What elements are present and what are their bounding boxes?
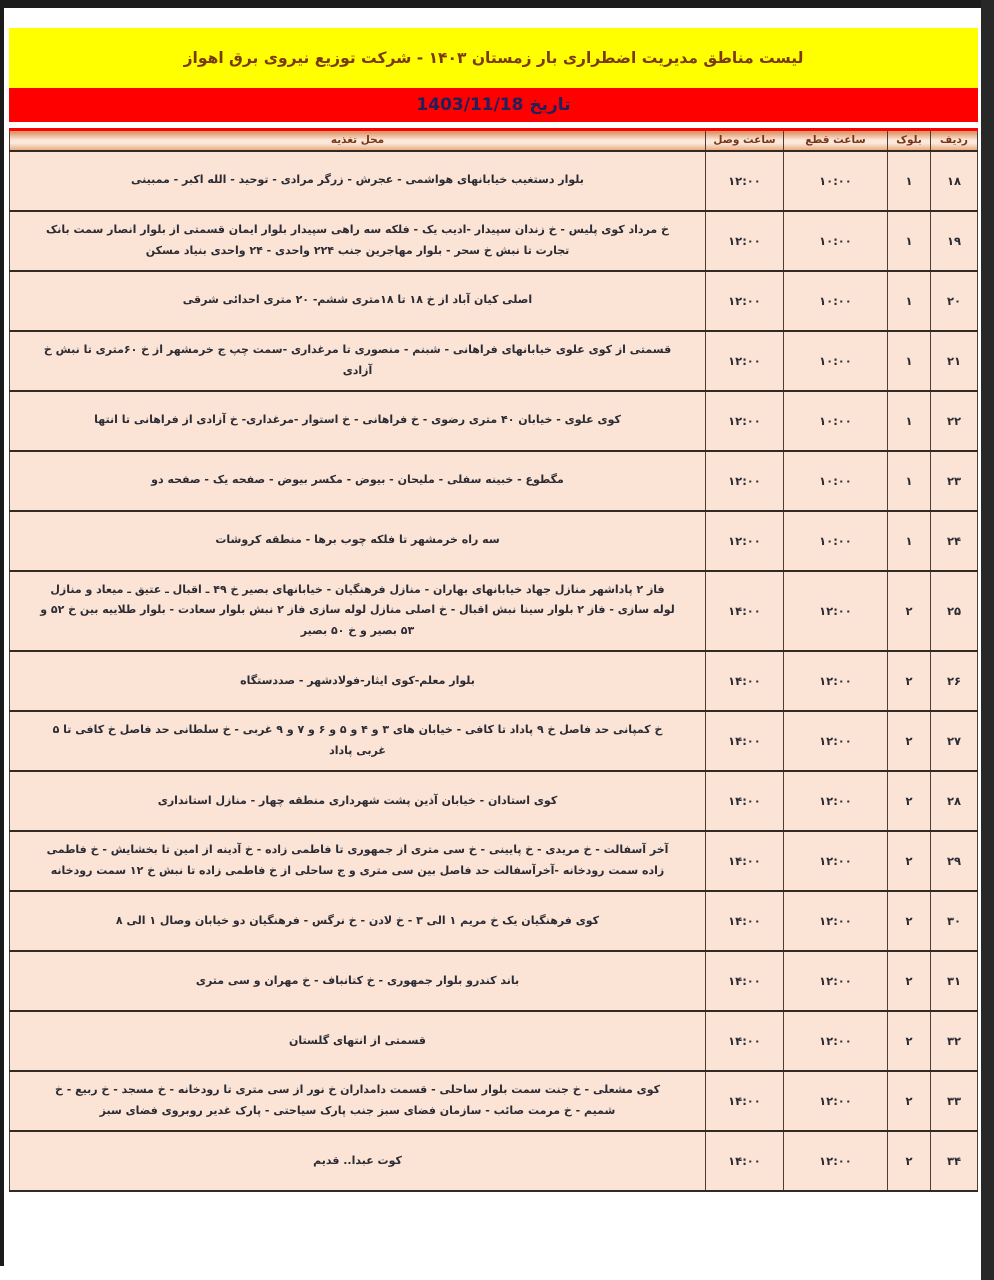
connect-time-cell: ۱۴:۰۰	[706, 1011, 784, 1071]
row-number-cell: ۲۱	[931, 331, 978, 391]
row-number-cell: ۱۹	[931, 211, 978, 271]
cut-time-cell: ۱۰:۰۰	[784, 511, 888, 571]
cut-time-cell: ۱۲:۰۰	[784, 711, 888, 771]
row-number-cell: ۲۴	[931, 511, 978, 571]
row-number-cell: ۳۲	[931, 1011, 978, 1071]
col-header-row-number: ردیف	[931, 130, 978, 151]
cut-time-cell: ۱۰:۰۰	[784, 451, 888, 511]
connect-time-cell: ۱۲:۰۰	[706, 271, 784, 331]
connect-time-cell: ۱۴:۰۰	[706, 951, 784, 1011]
location-cell: قسمتی از کوی علوی خیابانهای فراهانی - شبنم - منصوری تا مرغداری -سمت چپ ج خرمشهر از خ ۶۰متری تا نبش خ آزادی	[10, 331, 706, 391]
connect-time-cell: ۱۲:۰۰	[706, 451, 784, 511]
location-cell: خ کمپانی حد فاصل خ ۹ پاداد تا کافی - خیابان های ۳ و ۴ و ۵ و ۶ و ۷ و ۹ غربی - خ سلطانی حد فاصل خ کافی تا ۵ غربی پاداد	[10, 711, 706, 771]
table-row	[10, 771, 978, 831]
table-row	[10, 211, 978, 271]
connect-time-cell: ۱۴:۰۰	[706, 711, 784, 771]
location-cell: سه راه خرمشهر تا فلکه چوب برها - منطقه کروشات	[10, 511, 706, 571]
connect-time-cell: ۱۲:۰۰	[706, 331, 784, 391]
viewer-top-edge	[0, 0, 994, 8]
connect-time-cell: ۱۴:۰۰	[706, 1071, 784, 1131]
cut-time-cell: ۱۰:۰۰	[784, 211, 888, 271]
outage-schedule-table	[9, 128, 978, 1192]
location-cell: بلوار معلم-کوی ایثار-فولادشهر - صددستگاه	[10, 651, 706, 711]
block-cell: ۱	[888, 211, 931, 271]
location-cell: کوی مشعلی - خ جنت سمت بلوار ساحلی - قسمت دامداران خ نور از سی متری تا رودخانه - خ مسجد - خ ربیع - خ شمیم - خ مرمت صائب - سازمان فضای سبز جنب پارک سیاحتی - پارک غدیر روبروی فضای سبز	[10, 1071, 706, 1131]
table-row	[10, 711, 978, 771]
block-cell: ۱	[888, 511, 931, 571]
location-cell: بلوار دستغیب خیابانهای هواشمی - عجرش - زرگر مرادی - توحید - الله اکبر - ممبینی	[10, 151, 706, 211]
block-cell: ۲	[888, 891, 931, 951]
col-header-connect-time: ساعت وصل	[706, 130, 784, 151]
block-cell: ۲	[888, 1071, 931, 1131]
row-number-cell: ۳۳	[931, 1071, 978, 1131]
row-number-cell: ۳۱	[931, 951, 978, 1011]
viewer-left-edge	[0, 0, 4, 1266]
block-cell: ۲	[888, 711, 931, 771]
cut-time-cell: ۱۲:۰۰	[784, 651, 888, 711]
block-cell: ۱	[888, 331, 931, 391]
row-number-cell: ۳۴	[931, 1131, 978, 1191]
row-number-cell: ۲۸	[931, 771, 978, 831]
block-cell: ۲	[888, 831, 931, 891]
connect-time-cell: ۱۲:۰۰	[706, 151, 784, 211]
cut-time-cell: ۱۲:۰۰	[784, 831, 888, 891]
table-row	[10, 1131, 978, 1191]
table-row	[10, 891, 978, 951]
block-cell: ۲	[888, 771, 931, 831]
connect-time-cell: ۱۴:۰۰	[706, 1131, 784, 1191]
location-cell: کوی علوی - خیابان ۴۰ متری رضوی - خ فراهانی - خ استوار -مرغداری- خ آزادی از فراهانی تا انتها	[10, 391, 706, 451]
table-row	[10, 951, 978, 1011]
col-header-block: بلوک	[888, 130, 931, 151]
title-banner	[9, 28, 978, 88]
location-cell: اصلی کیان آباد از خ ۱۸ تا ۱۸متری ششم- ۲۰ متری احدائی شرقی	[10, 271, 706, 331]
row-number-cell: ۳۰	[931, 891, 978, 951]
cut-time-cell: ۱۰:۰۰	[784, 151, 888, 211]
location-cell: فاز ۲ پاداشهر منازل جهاد خیابانهای بهاران - منازل فرهنگیان - خیابانهای بصیر خ ۴۹ ـ اقبال ـ عتیق ـ میعاد و منازل لوله سازی - فاز ۲ بلوار سینا نبش اقبال - خ اصلی منازل لوله سازی فاز ۲ نبش بلوار سعادت - بلوار طلاییه بین خ ۵۲ و ۵۳ بصیر و خ ۵۰ بصیر	[10, 571, 706, 652]
connect-time-cell: ۱۴:۰۰	[706, 571, 784, 652]
table-row	[10, 1071, 978, 1131]
block-cell: ۱	[888, 271, 931, 331]
location-cell: قسمتی از انتهای گلستان	[10, 1011, 706, 1071]
block-cell: ۲	[888, 1131, 931, 1191]
connect-time-cell: ۱۴:۰۰	[706, 831, 784, 891]
block-cell: ۱	[888, 451, 931, 511]
cut-time-cell: ۱۲:۰۰	[784, 1131, 888, 1191]
row-number-cell: ۲۶	[931, 651, 978, 711]
row-number-cell: ۲۳	[931, 451, 978, 511]
connect-time-cell: ۱۴:۰۰	[706, 771, 784, 831]
block-cell: ۲	[888, 651, 931, 711]
col-header-location: محل تغذیه	[10, 130, 706, 151]
connect-time-cell: ۱۲:۰۰	[706, 391, 784, 451]
row-number-cell: ۲۹	[931, 831, 978, 891]
table-row	[10, 151, 978, 211]
table-row	[10, 331, 978, 391]
cut-time-cell: ۱۰:۰۰	[784, 391, 888, 451]
row-number-cell: ۱۸	[931, 151, 978, 211]
date-banner	[9, 88, 978, 122]
table-row	[10, 451, 978, 511]
block-cell: ۱	[888, 151, 931, 211]
date-label: تاریخ 1403/11/18	[416, 95, 571, 115]
cut-time-cell: ۱۰:۰۰	[784, 331, 888, 391]
row-number-cell: ۲۵	[931, 571, 978, 652]
connect-time-cell: ۱۲:۰۰	[706, 211, 784, 271]
connect-time-cell: ۱۲:۰۰	[706, 511, 784, 571]
table-header-row	[10, 130, 978, 151]
cut-time-cell: ۱۰:۰۰	[784, 271, 888, 331]
block-cell: ۲	[888, 1011, 931, 1071]
row-number-cell: ۲۰	[931, 271, 978, 331]
cut-time-cell: ۱۲:۰۰	[784, 771, 888, 831]
block-cell: ۲	[888, 951, 931, 1011]
table-row	[10, 651, 978, 711]
location-cell: کوی استادان - خیابان آذین پشت شهرداری منطقه چهار - منازل استانداری	[10, 771, 706, 831]
location-cell: مگطوع - خبینه سفلی - ملیحان - بیوض - مکسر بیوض - صفحه یک - صفحه دو	[10, 451, 706, 511]
table-row	[10, 511, 978, 571]
row-number-cell: ۲۷	[931, 711, 978, 771]
scrollbar[interactable]	[981, 0, 994, 1280]
connect-time-cell: ۱۴:۰۰	[706, 891, 784, 951]
location-cell: آخر آسفالت - خ مریدی - خ پایینی - خ سی متری از جمهوری تا فاطمی زاده - خ آدینه از امین تا بخشایش - خ فاطمی زاده سمت رودخانه -آخرآسفالت حد فاصل بین سی متری و ج ساحلی از خ فاطمی زاده تا نبش خ ۱۲ سمت رودخانه	[10, 831, 706, 891]
page-title: لیست مناطق مدیریت اضطراری بار زمستان ۱۴۰۳ - شرکت توزیع نیروی برق اهواز	[183, 49, 804, 67]
cut-time-cell: ۱۲:۰۰	[784, 571, 888, 652]
location-cell: خ مرداد کوی پلیس - خ زندان سپیدار -ادیب یک - فلکه سه راهی سپیدار بلوار ایمان قسمتی از بلوار انصار سمت بانک تجارت تا نبش خ سحر - بلوار مهاجرین جنب ۲۲۴ واحدی - ۲۴ واحدی بنیاد مسکن	[10, 211, 706, 271]
location-cell: باند کندرو بلوار جمهوری - خ کتانباف - خ مهران و سی متری	[10, 951, 706, 1011]
location-cell: کوی فرهنگیان یک خ مریم ۱ الی ۳ - خ لادن - خ نرگس - فرهنگیان دو خیابان وصال ۱ الی ۸	[10, 891, 706, 951]
block-cell: ۲	[888, 571, 931, 652]
connect-time-cell: ۱۴:۰۰	[706, 651, 784, 711]
row-number-cell: ۲۲	[931, 391, 978, 451]
block-cell: ۱	[888, 391, 931, 451]
cut-time-cell: ۱۲:۰۰	[784, 951, 888, 1011]
table-row	[10, 1011, 978, 1071]
cut-time-cell: ۱۲:۰۰	[784, 1071, 888, 1131]
table-row	[10, 571, 978, 652]
col-header-cut-time: ساعت قطع	[784, 130, 888, 151]
location-cell: کوت عبدا.. قدیم	[10, 1131, 706, 1191]
table-row	[10, 391, 978, 451]
document-page	[9, 28, 978, 1192]
table-row	[10, 271, 978, 331]
cut-time-cell: ۱۲:۰۰	[784, 891, 888, 951]
table-row	[10, 831, 978, 891]
cut-time-cell: ۱۲:۰۰	[784, 1011, 888, 1071]
